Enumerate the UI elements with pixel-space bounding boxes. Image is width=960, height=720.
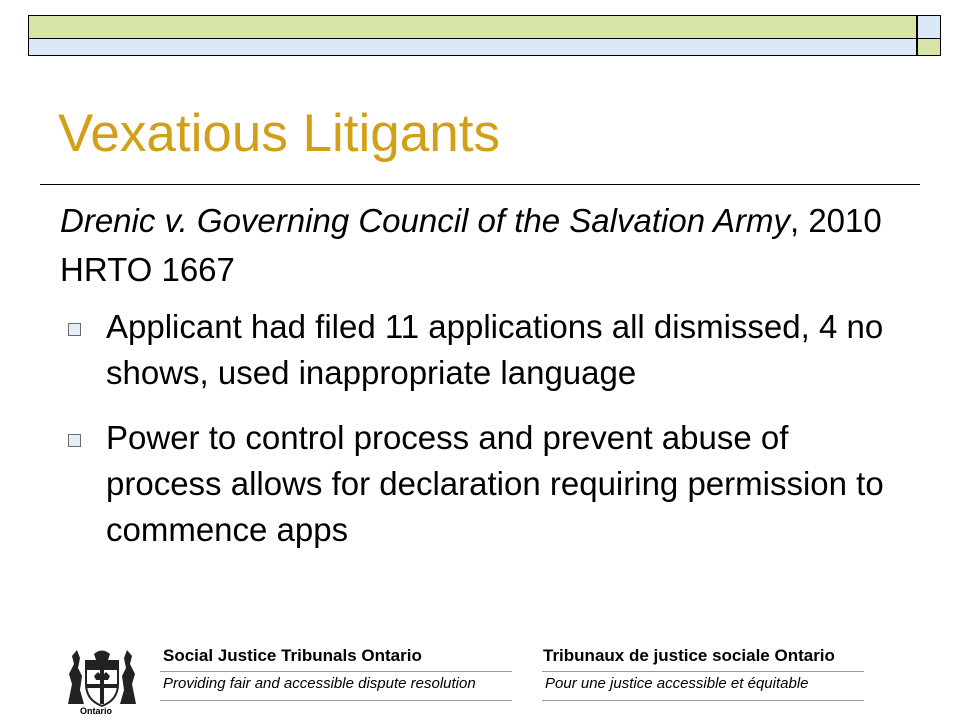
case-reference [60, 196, 910, 294]
square-bullet-icon [68, 323, 81, 336]
tagline-en: Providing fair and accessible dispute resolution [163, 675, 476, 692]
org-name-en: Social Justice Tribunals Ontario [163, 646, 422, 665]
slide-title: Vexatious Litigants [58, 104, 500, 163]
footer-divider [160, 700, 512, 701]
header-square-blue [917, 15, 941, 39]
slide-body [60, 196, 910, 572]
footer-divider [160, 671, 512, 672]
header-band-blue [28, 39, 917, 56]
crest-label: Ontario [80, 706, 113, 716]
bullet-text: Applicant had filed 11 applications all dismissed, 4 no shows, used inappropriate language [106, 308, 884, 391]
case-name: Drenic v. Governing Council of the Salvation Army [60, 202, 790, 239]
case-citation: , 2010 HRTO 1667 [60, 202, 882, 288]
org-name-fr: Tribunaux de justice sociale Ontario [543, 646, 835, 665]
square-bullet-icon [68, 434, 81, 447]
footer-divider [542, 671, 864, 672]
bullet-item [60, 304, 910, 396]
title-divider [40, 184, 920, 185]
tagline-fr: Pour une justice accessible et équitable [545, 675, 809, 692]
bullet-text: Power to control process and prevent abuse of process allows for declaration requiring permission to commence apps [106, 419, 884, 548]
footer-divider [542, 700, 864, 701]
bullet-item [60, 415, 910, 553]
footer [0, 638, 960, 720]
bullet-list [60, 304, 910, 553]
header-band-green [28, 15, 917, 39]
header-square-green [917, 39, 941, 56]
ontario-crest-icon [64, 646, 140, 708]
